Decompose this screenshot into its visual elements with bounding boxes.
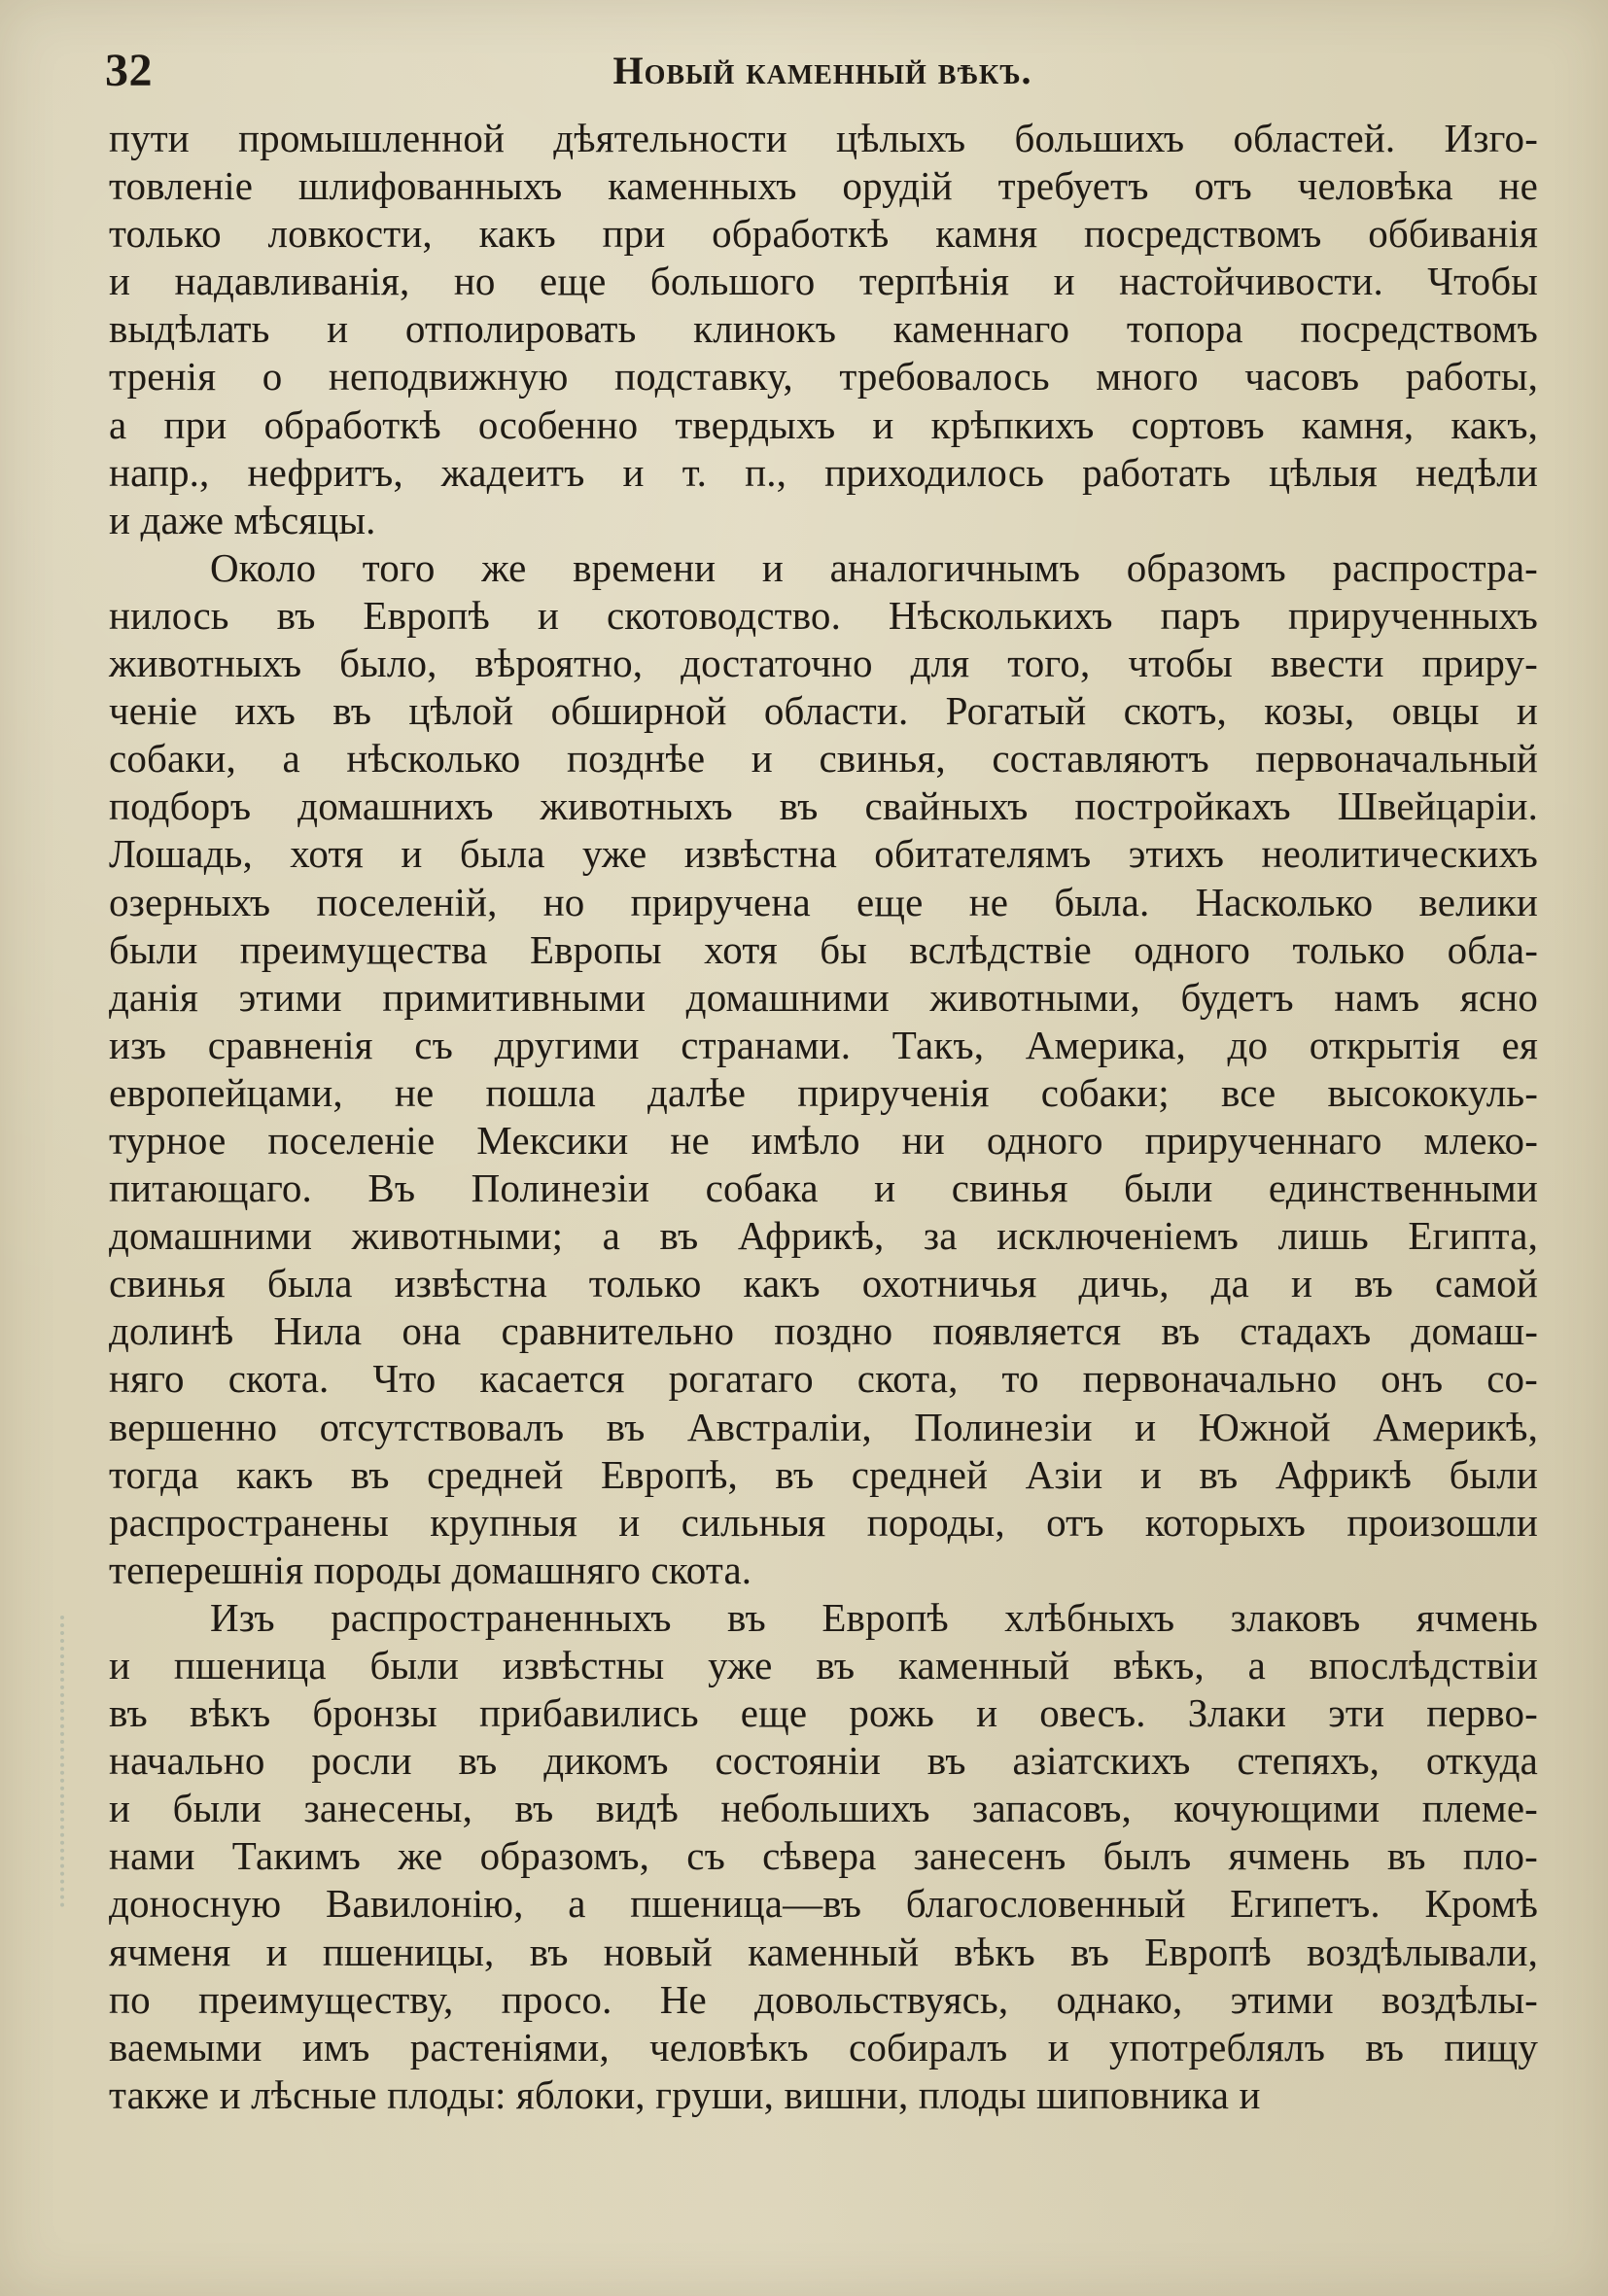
paragraph-line: тогда какъ въ средней Европѣ, въ средней Азіи и въ Африкѣ были — [109, 1451, 1538, 1497]
paragraph-line: теперешнія породы домашняго скота. — [109, 1547, 752, 1592]
paragraph-line: были преимущества Европы хотя бы вслѣдствіе одного только обла- — [109, 926, 1538, 972]
paragraph-line: данія этими примитивными домашними животными, будетъ намъ ясно — [109, 974, 1538, 1020]
paragraph-line: доносную Вавилонію, а пшеница—въ благословенный Египетъ. Кромѣ — [109, 1881, 1538, 1927]
paragraph-line: пути промышленной дѣятельности цѣлыхъ большихъ областей. Изго- — [109, 116, 1538, 160]
paragraph-line: питающаго. Въ Полинезіи собака и свинья были единственными — [109, 1165, 1538, 1211]
paragraph-line: начально росли въ дикомъ состояніи въ азіатскихъ степяхъ, откуда — [109, 1738, 1538, 1784]
paragraph-line: Около того же времени и аналогичнымъ образомъ распростра- — [210, 544, 1538, 590]
page-number: 32 — [105, 45, 153, 96]
paragraph-line: ячменя и пшеницы, въ новый каменный вѣкъ въ Европѣ воздѣлывали, — [109, 1929, 1538, 1974]
paragraph-line: Лошадь, хотя и была уже извѣстна обитателямъ этихъ неолитическихъ — [109, 831, 1538, 877]
paragraph-3 — [109, 1594, 1538, 2119]
paragraph-line: ченіе ихъ въ цѣлой обширной области. Рогатый скотъ, козы, овцы и — [109, 688, 1538, 734]
paragraph-line: нилось въ Европѣ и скотоводство. Нѣсколькихъ паръ прирученныхъ — [109, 592, 1538, 638]
paragraph-line: напр., нефритъ, жадеитъ и т. п., приходилось работать цѣлыя недѣли — [109, 449, 1538, 495]
paragraph-line: въ вѣкъ бронзы прибавились еще рожь и овесъ. Злаки эти перво- — [109, 1690, 1538, 1736]
paragraph-line: тренія о неподвижную подставку, требовалось много часовъ работы, — [109, 354, 1538, 400]
paragraph-line: изъ сравненія съ другими странами. Такъ, Америка, до открытія ея — [109, 1022, 1538, 1067]
paragraph-2 — [109, 544, 1538, 1594]
paragraph-line: товленіе шлифованныхъ каменныхъ орудій требуетъ отъ человѣка не — [109, 163, 1538, 209]
running-title: Новый каменный вѣкъ. — [612, 49, 1032, 92]
paragraph-line: долинѣ Нила она сравнительно поздно появляется въ стадахъ домаш- — [109, 1308, 1538, 1354]
paragraph-line: домашними животными; а въ Африкѣ, за исключеніемъ лишь Египта, — [109, 1213, 1538, 1259]
paragraph-line: только ловкости, какъ при обработкѣ камня посредствомъ оббиванія — [109, 211, 1538, 257]
paragraph-line: турное поселеніе Мексики не имѣло ни одного прирученнаго млеко- — [109, 1117, 1538, 1163]
paragraph-line: ваемыми имъ растеніями, человѣкъ собиралъ и употреблялъ въ пищу — [109, 2024, 1538, 2070]
paragraph-line: и были занесены, въ видѣ небольшихъ запасовъ, кочующими племе- — [109, 1786, 1538, 1831]
paragraph-line: также и лѣсные плоды: яблоки, груши, вишни, плоды шиповника и — [109, 2071, 1261, 2117]
paragraph-line: выдѣлать и отполировать клинокъ каменнаго топора посредствомъ — [109, 306, 1538, 352]
paragraph-1 — [109, 115, 1538, 544]
paragraph-line: няго скота. Что касается рогатаго скота, то первоначально онъ со- — [109, 1356, 1538, 1402]
paragraph-line: животныхъ было, вѣроятно, достаточно для того, чтобы ввести приру- — [109, 641, 1538, 686]
paragraph-line: распространены крупныя и сильныя породы, отъ которыхъ произошли — [109, 1499, 1538, 1545]
scan-gutter-mark — [60, 1616, 74, 1907]
paragraph-line: подборъ домашнихъ животныхъ въ свайныхъ постройкахъ Швейцаріи. — [109, 783, 1538, 829]
paragraph-line: собаки, а нѣсколько позднѣе и свинья, составляютъ первоначальный — [109, 736, 1538, 782]
paragraph-line: европейцами, не пошла далѣе прирученія собаки; все высококуль- — [109, 1069, 1538, 1115]
paragraph-line: и пшеница были извѣстны уже въ каменный вѣкъ, а впослѣдствіи — [109, 1643, 1538, 1687]
paragraph-line: вершенно отсутствовалъ въ Австраліи, Полинезіи и Южной Америкѣ, — [109, 1404, 1538, 1449]
paragraph-line: а при обработкѣ особенно твердыхъ и крѣпкихъ сортовъ камня, какъ, — [109, 401, 1538, 447]
paragraph-line: нами Такимъ же образомъ, съ сѣвера занесенъ былъ ячмень въ пло- — [109, 1833, 1538, 1879]
paragraph-line: по преимуществу, просо. Не довольствуясь, однако, этими воздѣлы- — [109, 1976, 1538, 2022]
paragraph-line: озерныхъ поселеній, но приручена еще не была. Насколько велики — [109, 879, 1538, 924]
paragraph-line: и надавливанія, но еще большого терпѣнія и настойчивости. Чтобы — [109, 259, 1538, 304]
page-header — [105, 37, 1540, 105]
paragraph-line: свинья была извѣстна только какъ охотничья дичь, да и въ самой — [109, 1261, 1538, 1306]
paragraph-line: и даже мѣсяцы. — [109, 497, 376, 542]
paragraph-line: Изъ распространенныхъ въ Европѣ хлѣбныхъ злаковъ ячмень — [210, 1594, 1538, 1640]
body-text — [109, 115, 1538, 2119]
